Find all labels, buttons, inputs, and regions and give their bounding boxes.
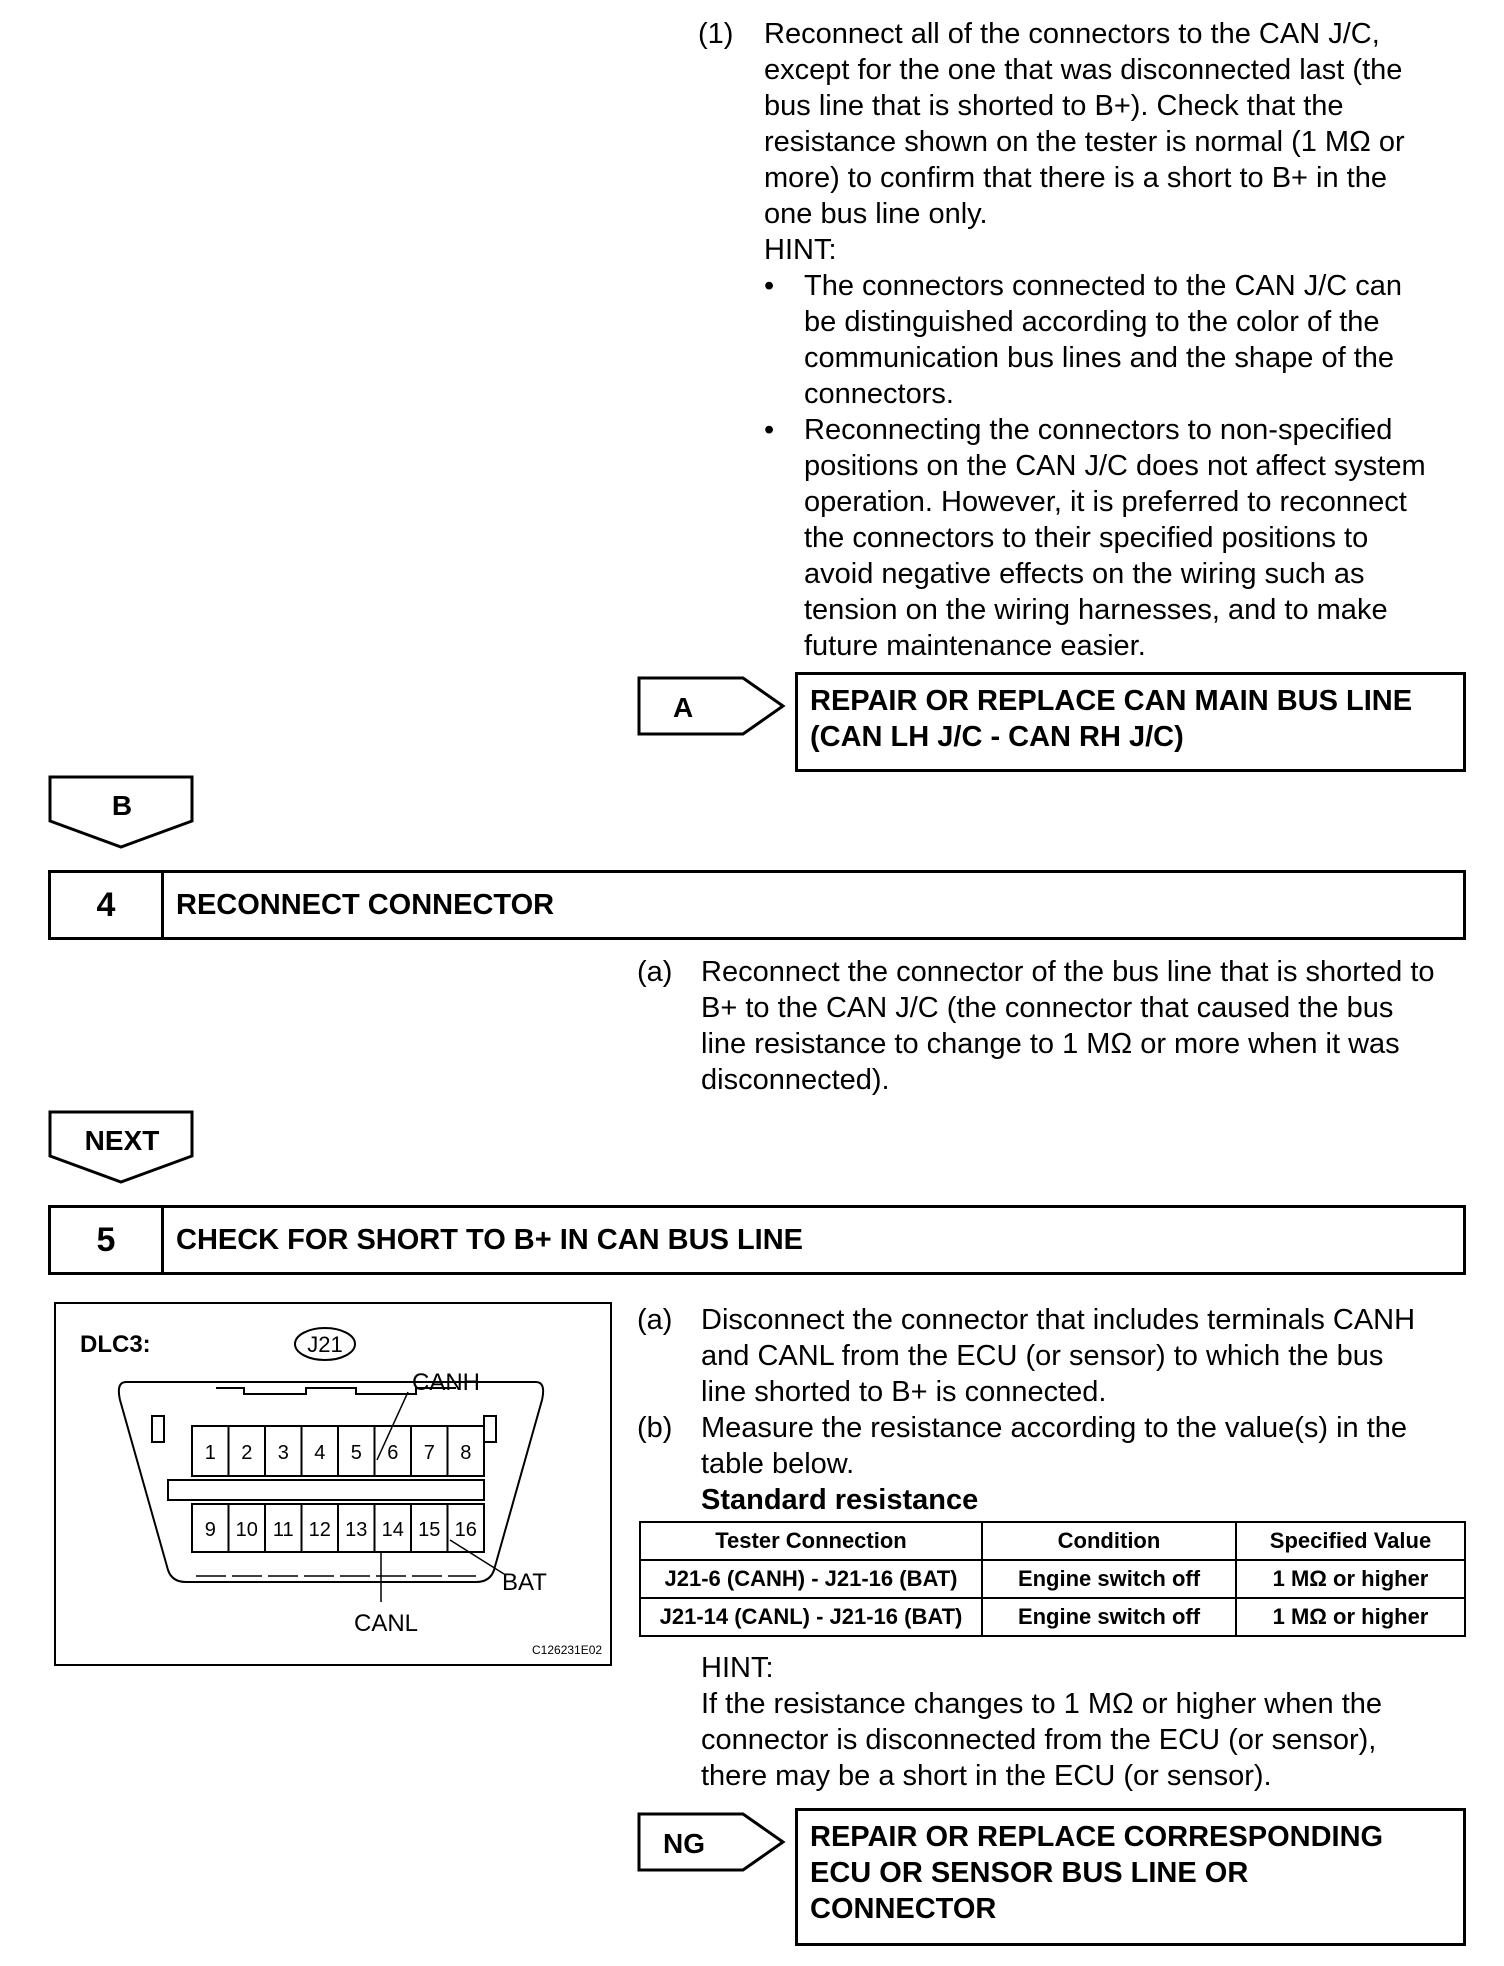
text-line: resistance shown on the tester is normal (1 MΩ or: [764, 126, 1405, 158]
text-line: future maintenance easier.: [804, 630, 1146, 662]
text-line: (CAN LH J/C - CAN RH J/C): [810, 721, 1184, 753]
hint-label: HINT:: [764, 234, 837, 266]
table-row: [640, 1560, 1465, 1598]
step4-item-a: [637, 954, 1477, 1098]
table-row: [640, 1598, 1465, 1636]
canl-label: CANL: [354, 1610, 419, 1637]
pin-number: 5: [350, 1442, 362, 1464]
step3-item-1: [698, 16, 1478, 664]
next-arrow-tag: [48, 1110, 196, 1184]
text-line: avoid negative effects on the wiring such as: [804, 558, 1365, 590]
figure-code: C126231E02: [532, 1643, 603, 1657]
text-line: and CANL from the ECU (or sensor) to which the bus: [701, 1340, 1384, 1372]
text-line: line shorted to B+ is connected.: [701, 1376, 1107, 1408]
text-line: Disconnect the connector that includes terminals CANH: [701, 1304, 1416, 1336]
text-line: communication bus lines and the shape of the: [804, 342, 1395, 374]
step-4-header: [48, 870, 1466, 940]
pin-number: 8: [460, 1442, 472, 1464]
dlc3-connector-diagram: [56, 1304, 610, 1664]
pin-number: 2: [241, 1442, 253, 1464]
item-b-text: [701, 1410, 1477, 1518]
table-cell: 1 MΩ or higher: [1236, 1598, 1465, 1636]
result-ng-arrow-tag: [637, 1812, 787, 1872]
step-number: 5: [51, 1208, 164, 1272]
bullet-dot: •: [764, 414, 775, 446]
pin-number: 12: [308, 1519, 331, 1541]
right-latch: [484, 1416, 496, 1442]
step-5-header: [48, 1205, 1466, 1275]
standard-resistance-table: [639, 1521, 1466, 1637]
text-line: connector is disconnected from the ECU (or sensor),: [701, 1724, 1377, 1756]
text-line: REPAIR OR REPLACE CAN MAIN BUS LINE: [810, 685, 1413, 717]
text-line: Measure the resistance according to the value(s) in the: [701, 1412, 1408, 1444]
top-pin-row: [192, 1426, 484, 1476]
result-ng-label: NG: [663, 1828, 705, 1859]
pin-number: 3: [277, 1442, 289, 1464]
pin-number: 13: [345, 1519, 368, 1541]
item-marker: (1): [698, 18, 734, 50]
text-line: B+ to the CAN J/C (the connector that caused the bus: [701, 992, 1394, 1024]
table-header-cell: Tester Connection: [640, 1522, 982, 1560]
text-line: disconnected).: [701, 1064, 890, 1096]
table-cell: Engine switch off: [982, 1560, 1236, 1598]
item-marker: (a): [637, 1304, 673, 1336]
pin-number: 15: [418, 1519, 441, 1541]
text-line: CONNECTOR: [810, 1893, 997, 1925]
text-line: bus line that is shorted to B+). Check that the: [764, 90, 1344, 122]
item-1-text: [764, 16, 1478, 664]
pin-number: 14: [381, 1519, 404, 1541]
table-cell: 1 MΩ or higher: [1236, 1560, 1465, 1598]
pin-number: 4: [314, 1442, 326, 1464]
dlc3-figure: [54, 1302, 612, 1666]
text-line: connectors.: [804, 378, 954, 410]
text-line: there may be a short in the ECU (or sensor).: [701, 1760, 1272, 1792]
pin-number: 1: [204, 1442, 216, 1464]
result-a-label: A: [673, 692, 694, 723]
result-b-arrow-tag: [48, 775, 196, 849]
step-title: CHECK FOR SHORT TO B+ IN CAN BUS LINE: [176, 1223, 804, 1256]
text-line: The connectors connected to the CAN J/C can: [804, 270, 1403, 302]
text-line: Reconnect all of the connectors to the CAN J/C,: [764, 18, 1380, 50]
pin-number: 6: [387, 1442, 399, 1464]
step5-item-a: [637, 1302, 1477, 1410]
bullet-item: [764, 268, 1478, 412]
pin-number: 16: [454, 1519, 477, 1541]
text-line: If the resistance changes to 1 MΩ or higher when the: [701, 1688, 1383, 1720]
result-a-arrow-tag: [637, 676, 787, 736]
table-header-cell: Specified Value: [1236, 1522, 1465, 1560]
result-b-label: B: [111, 790, 133, 821]
text-line: line resistance to change to 1 MΩ or more when it was: [701, 1028, 1400, 1060]
text-line: be distinguished according to the color of the: [804, 306, 1380, 338]
result-ng-box: [795, 1808, 1466, 1946]
text-line: more) to confirm that there is a short to B+ in the: [764, 162, 1387, 194]
text-line: Reconnect the connector of the bus line that is shorted to: [701, 956, 1435, 988]
table-header-cell: Condition: [982, 1522, 1236, 1560]
text-line: Reconnecting the connectors to non-specified: [804, 414, 1393, 446]
pin-row-divider: [168, 1480, 484, 1500]
pin-number: 11: [272, 1519, 294, 1541]
bottom-pin-row: [192, 1504, 484, 1552]
text-line: the connectors to their specified positions to: [804, 522, 1369, 554]
standard-resistance-label: Standard resistance: [701, 1484, 979, 1516]
result-a-box: [795, 672, 1466, 772]
item-a-text: [701, 1302, 1477, 1410]
connector-label: DLC3:: [80, 1331, 151, 1358]
bat-label: BAT: [502, 1569, 547, 1596]
bullet-item: [764, 412, 1478, 664]
step-number: 4: [51, 873, 164, 937]
step-title: RECONNECT CONNECTOR: [176, 888, 555, 921]
text-line: REPAIR OR REPLACE CORRESPONDING: [810, 1821, 1384, 1853]
step5-item-b: [637, 1410, 1477, 1518]
pin-number: 10: [235, 1519, 258, 1541]
pin-number: 9: [204, 1519, 216, 1541]
canh-label: CANH: [412, 1369, 481, 1396]
table-cell: J21-14 (CANL) - J21-16 (BAT): [640, 1598, 982, 1636]
hint-label: HINT:: [701, 1652, 774, 1684]
item-marker: (b): [637, 1412, 673, 1444]
bullet-dot: •: [764, 270, 775, 302]
text-line: table below.: [701, 1448, 855, 1480]
item-marker: (a): [637, 956, 673, 988]
item-a-text: [701, 954, 1477, 1098]
connector-id: J21: [307, 1332, 343, 1357]
text-line: one bus line only.: [764, 198, 988, 230]
left-latch: [152, 1416, 164, 1442]
pin-number: 7: [423, 1442, 435, 1464]
text-line: positions on the CAN J/C does not affect system: [804, 450, 1426, 482]
text-line: tension on the wiring harnesses, and to make: [804, 594, 1388, 626]
table-cell: J21-6 (CANH) - J21-16 (BAT): [640, 1560, 982, 1598]
text-line: operation. However, it is preferred to reconnect: [804, 486, 1407, 518]
text-line: except for the one that was disconnected last (the: [764, 54, 1403, 86]
step5-hint: [701, 1650, 1471, 1794]
next-label: NEXT: [84, 1125, 160, 1156]
table-header-row: [640, 1522, 1465, 1560]
text-line: ECU OR SENSOR BUS LINE OR: [810, 1857, 1249, 1889]
table-cell: Engine switch off: [982, 1598, 1236, 1636]
